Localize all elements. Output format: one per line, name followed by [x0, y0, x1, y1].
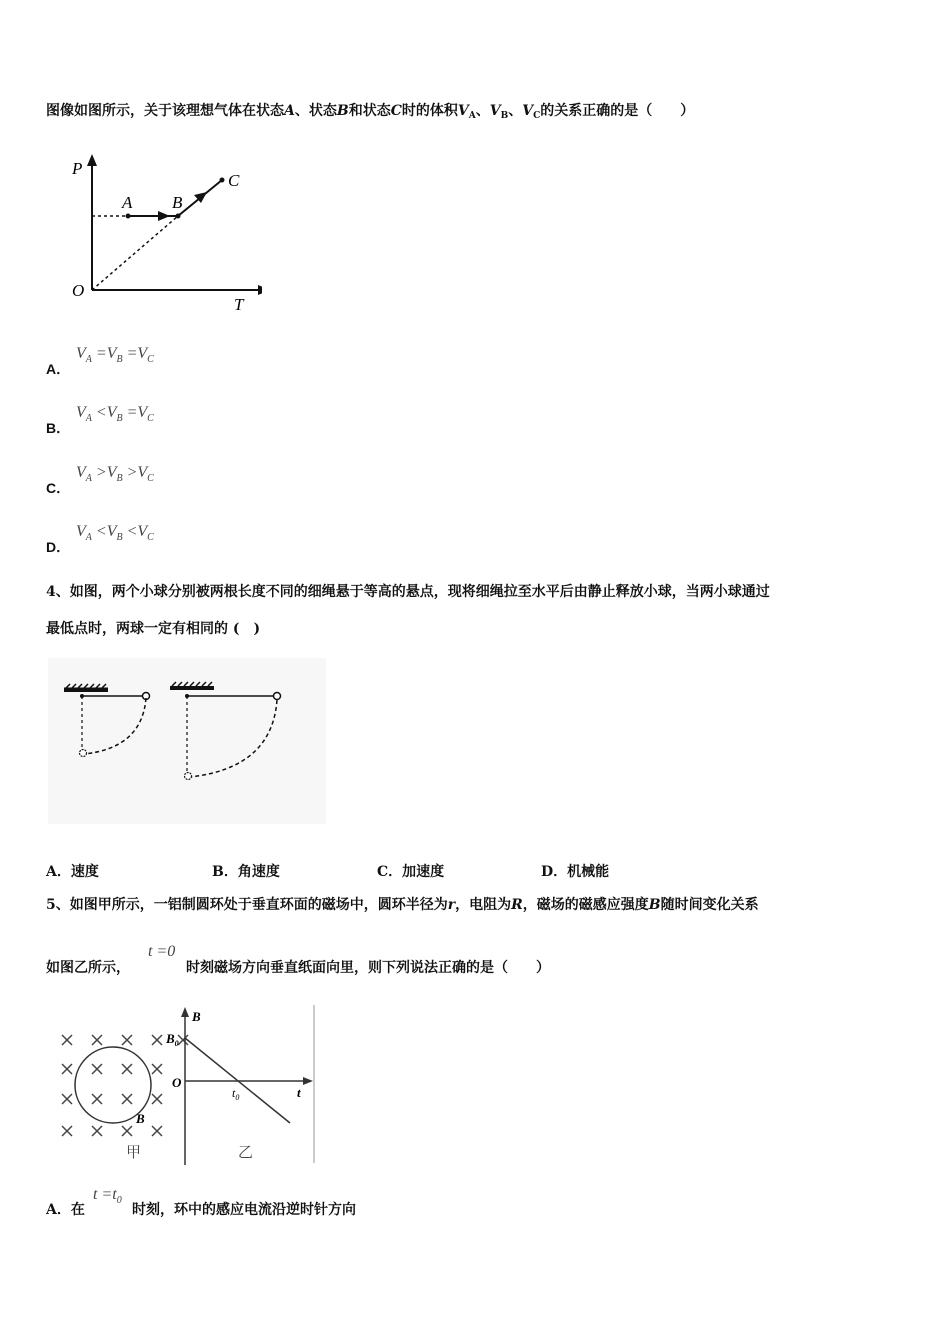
- long-pendulum-ball: [274, 693, 281, 700]
- q4-option-b: B．角速度: [212, 864, 280, 880]
- p-axis-label: P: [72, 159, 83, 178]
- caption-yi: 乙: [238, 1145, 254, 1161]
- t-axis-b-arrow: [303, 1077, 313, 1085]
- q4-pendulum-diagram: [48, 658, 326, 824]
- q3-option-d-label: D．: [46, 539, 71, 555]
- q3-option-a-formula: $V_A =V_B =V_C$: [76, 345, 154, 365]
- q4-stem-line1: 4、如图，两个小球分别被两根长度不同的细绳悬于等高的悬点，现将细绳拉至水平后由静止释放小球，当两小球通过: [46, 584, 770, 600]
- t-axis-b-label: t: [297, 1085, 301, 1100]
- point-a: [126, 214, 131, 219]
- q3-option-c-formula: $V_A >V_B >V_C$: [76, 464, 154, 484]
- point-b: [176, 214, 181, 219]
- point-c: [220, 178, 225, 183]
- caption-jia: 甲: [126, 1145, 142, 1161]
- q3-option-a-label: A．: [46, 361, 71, 377]
- b0-label: $B_0$: [166, 1031, 179, 1048]
- origin-label: O: [72, 281, 85, 300]
- point-c-label: C: [228, 171, 240, 190]
- q4-option-d: D．机械能: [541, 864, 610, 880]
- t-axis-arrow: [258, 285, 262, 295]
- b-axis-arrow: [181, 1007, 189, 1017]
- q5-t-equals-0: t =0: [148, 943, 176, 960]
- q3-option-b-label: B．: [46, 420, 71, 436]
- q5-stem-line1: 5、如图甲所示，一铝制圆环处于垂直环面的磁场中，圆环半径为r，电阻为R，磁场的磁感应强度B随时间变化关系: [46, 897, 759, 913]
- arrow-ab: [158, 211, 170, 221]
- q5-option-a-label: A．在: [46, 1202, 85, 1218]
- t-axis-label: T: [234, 295, 244, 314]
- t0-label: $t_0$: [232, 1086, 240, 1102]
- q5-stem-line2: 如图乙所示，: [46, 960, 130, 976]
- b-axis-label: B: [192, 1009, 201, 1024]
- q5-option-a-text: 时刻，环中的感应电流沿逆时针方向: [132, 1202, 356, 1218]
- q5-field-diagram: [50, 1005, 325, 1165]
- point-a-label: A: [122, 193, 133, 212]
- q5-option-a-formula: $t =t_0$: [93, 1186, 122, 1206]
- q5-stem-line2-post: 时刻磁场方向垂直纸面向里，则下列说法正确的是（ ）: [186, 960, 550, 976]
- p-axis-arrow: [87, 154, 97, 166]
- dashed-origin-line: [92, 216, 178, 290]
- q4-option-a: A．速度: [46, 864, 99, 880]
- point-b-label: B: [172, 193, 183, 212]
- q4-option-c: C．加速度: [377, 864, 445, 880]
- q3-option-c-label: C．: [46, 480, 71, 496]
- q3-option-b-formula: $V_A <V_B =V_C$: [76, 404, 154, 424]
- origin-o-label: O: [172, 1075, 182, 1090]
- ring-b-label: B: [136, 1111, 145, 1126]
- q3-stem: 图像如图所示，关于该理想气体在状态A、状态B和状态C时的体积$V_A$、$V_B$、$V_C$的关系正确的是（ ）: [46, 103, 695, 121]
- q3-option-d-formula: $V_A <V_B <V_C$: [76, 523, 154, 543]
- q4-stem-line2: 最低点时，两球一定有相同的 ( ): [46, 621, 261, 637]
- q3-pt-diagram: [62, 152, 262, 317]
